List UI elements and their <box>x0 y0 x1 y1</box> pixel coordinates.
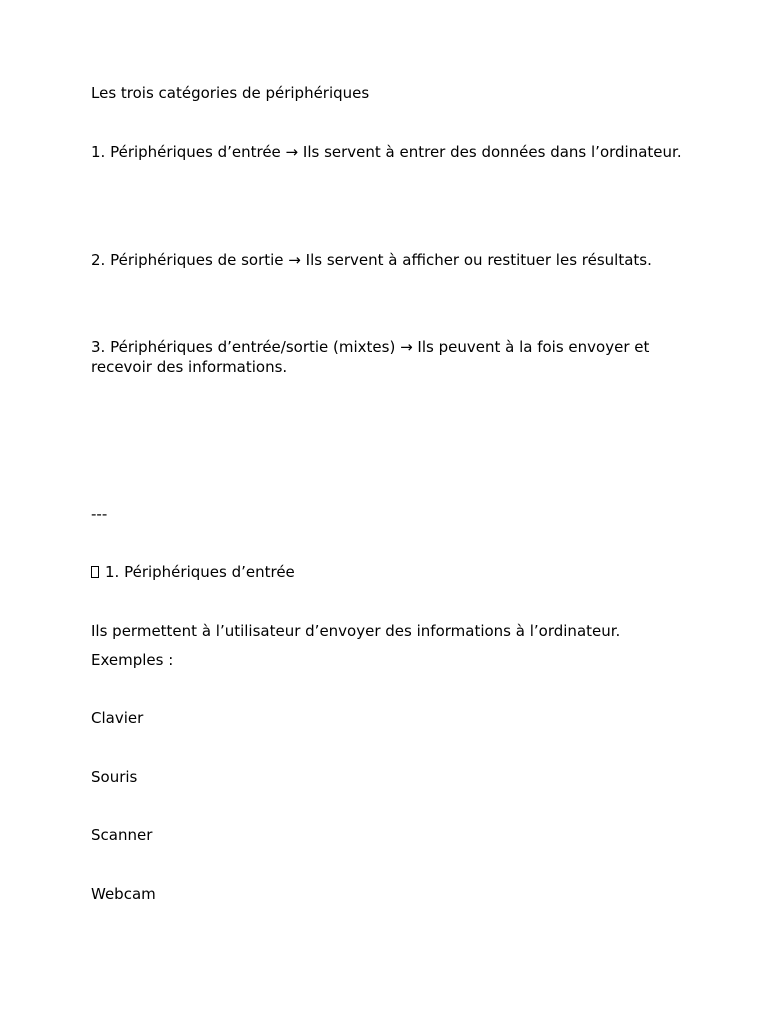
missing-glyph-icon <box>91 566 99 578</box>
list-item: Webcam <box>91 885 156 903</box>
list-item: Souris <box>91 768 138 786</box>
list-item: 1. Périphériques d’entrée → Ils servent à entrer des données dans l’ordinateur. <box>91 143 682 161</box>
list-item: Clavier <box>91 709 144 727</box>
list-item: 2. Périphériques de sortie → Ils servent à afficher ou restituer les résultats. <box>91 251 652 269</box>
list-item: Scanner <box>91 826 153 844</box>
section-heading: 1. Périphériques d’entrée <box>105 563 295 581</box>
separator: --- <box>91 505 108 523</box>
document-title: Les trois catégories de périphériques <box>91 84 370 102</box>
examples-label: Exemples : <box>91 651 174 669</box>
section-heading-line <box>91 563 691 583</box>
list-item: 3. Périphériques d’entrée/sortie (mixtes) → Ils peuvent à la fois envoyer et recevoir des informations. <box>91 338 655 376</box>
section-text: Ils permettent à l’utilisateur d’envoyer des informations à l’ordinateur. <box>91 622 621 640</box>
